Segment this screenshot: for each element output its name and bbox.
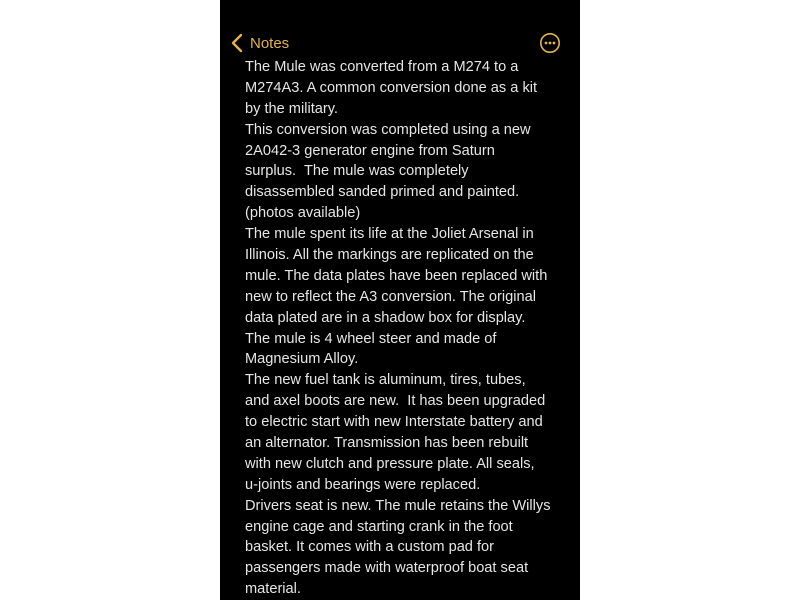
note-line: The new fuel tank is aluminum, tires, tubes, xyxy=(245,372,526,389)
note-line: new to reflect the A3 conversion. The original xyxy=(245,288,536,305)
note-line: passengers made with waterproof boat seat xyxy=(245,560,529,577)
note-line: basket. It comes with a custom pad for xyxy=(245,539,495,556)
note-line: by the military. xyxy=(245,100,338,117)
note-line: (photos available) xyxy=(245,205,361,222)
note-line: u-joints and bearings were replaced. xyxy=(245,476,481,493)
note-text-body[interactable] xyxy=(245,57,570,600)
note-line: Illinois. All the markings are replicated on the xyxy=(245,247,534,264)
note-line: The Mule was converted from a M274 to a xyxy=(245,59,519,75)
note-line: mule. The data plates have been replaced with xyxy=(245,267,548,284)
note-line: engine cage and starting crank in the foot xyxy=(245,518,513,535)
navigation-bar xyxy=(220,28,580,58)
note-line: to electric start with new Interstate battery and xyxy=(245,414,543,431)
note-line: The mule spent its life at the Joliet Arsenal in xyxy=(245,226,534,243)
ellipsis-circle-icon xyxy=(539,32,561,54)
chevron-left-icon xyxy=(230,32,246,54)
note-line: data plated are in a shadow box for display. xyxy=(245,309,526,326)
note-line: and axel boots are new. It has been upgraded xyxy=(245,393,546,410)
note-line: The mule is 4 wheel steer and made of xyxy=(245,330,497,347)
more-options-button[interactable] xyxy=(539,32,561,54)
note-line: This conversion was completed using a new xyxy=(245,121,531,138)
back-button-label: Notes xyxy=(250,34,290,52)
note-line: 2A042-3 generator engine from Saturn xyxy=(245,142,495,159)
note-line: an alternator. Transmission has been rebuilt xyxy=(245,435,529,452)
note-line: disassembled sanded primed and painted. xyxy=(245,184,520,201)
note-line: Magnesium Alloy. xyxy=(245,351,359,368)
note-line: M274A3. A common conversion done as a kit xyxy=(245,79,538,96)
note-line: material. xyxy=(245,581,301,598)
back-button[interactable] xyxy=(230,30,289,56)
note-line: with new clutch and pressure plate. All seals, xyxy=(245,455,535,472)
note-line: surplus. The mule was completely xyxy=(245,163,469,180)
notes-app-screen xyxy=(220,0,580,600)
note-line: Drivers seat is new. The mule retains the Willys xyxy=(245,497,551,514)
